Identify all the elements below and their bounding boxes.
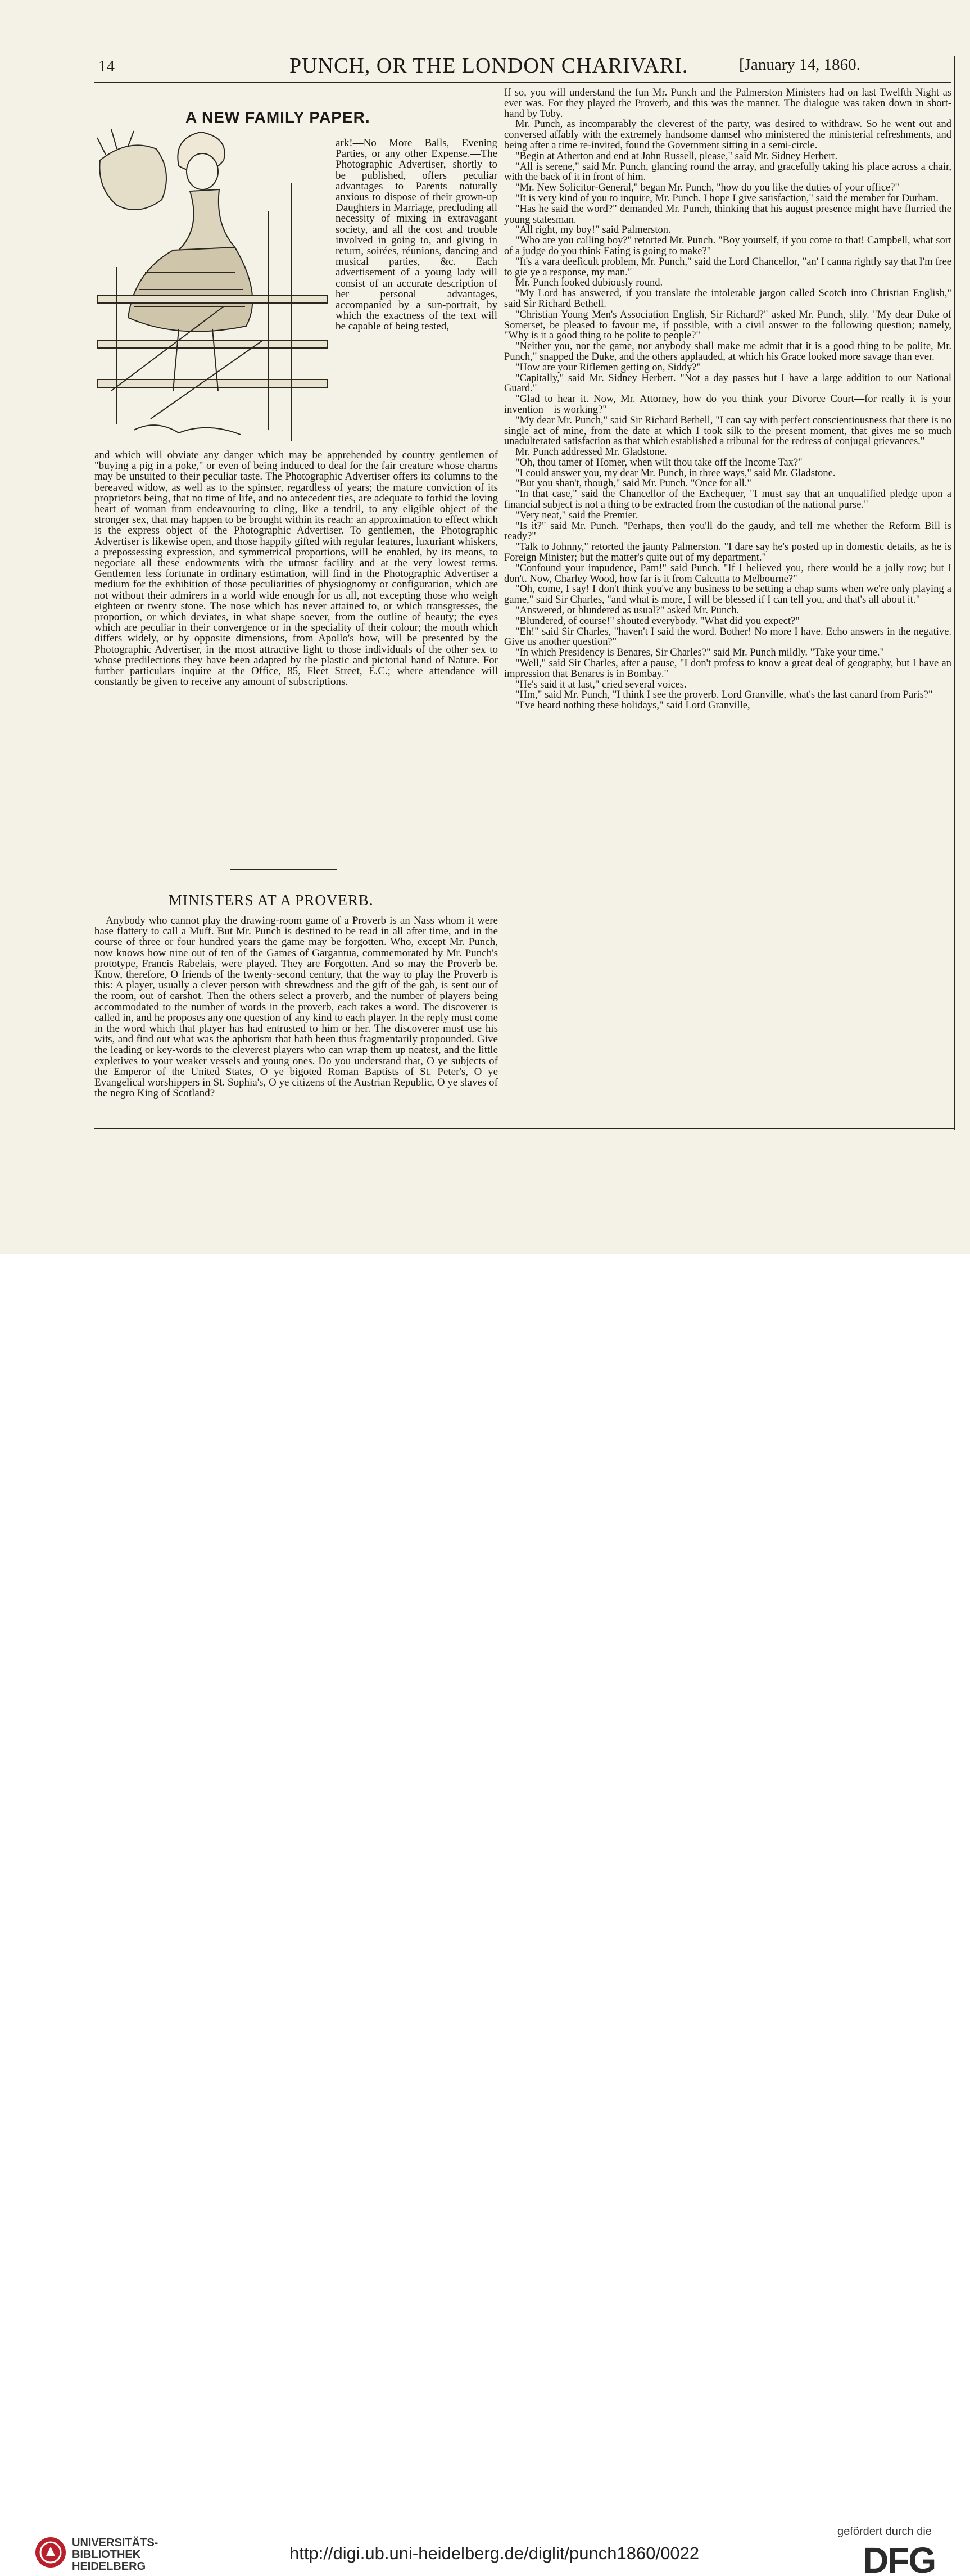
scanned-page — [0, 0, 970, 1254]
dialogue-paragraph: "Talk to Johnny," retorted the jaunty Palmerston. "I dare say he's posted up in domestic details, as he is Foreign Minister; but the matter's quite out of my department." — [504, 541, 951, 564]
library-name-line: UNIVERSITÄTS- — [72, 2537, 158, 2549]
library-name-line: HEIDELBERG — [72, 2560, 146, 2573]
dialogue-paragraph: "Hm," said Mr. Punch, "I think I see the proverb. Lord Granville, what's the last canard from Paris?" — [515, 689, 933, 701]
family-paper-body — [94, 450, 498, 687]
dialogue-paragraph: Mr. Punch looked dubiously round. — [515, 277, 663, 289]
dialogue-paragraph: "All is serene," said Mr. Punch, glancing round the array, and gracefully taking his place across a chair, with the back of it in front of him. — [504, 161, 951, 183]
dialogue-paragraph: "Oh, come, I say! I don't think you've any business to be setting a chap sums when we're only playing a game," said Sir Charles, "and what is more, I will be blessed if I can tell you, and that's all about it." — [504, 584, 951, 606]
dialogue-paragraph: "Capitally," said Mr. Sidney Herbert. "Not a day passes but I have a large addition to our National Guard." — [504, 372, 951, 395]
article-heading-ministers: MINISTERS AT A PROVERB. — [169, 892, 374, 909]
right-column — [504, 88, 951, 711]
dialogue-paragraph: "All right, my boy!" said Palmerston. — [515, 224, 671, 236]
ministers-body — [94, 915, 498, 1099]
issue-date: [January 14, 1860. — [739, 56, 860, 74]
dialogue-paragraph: "It is very kind of you to inquire, Mr. Punch. I hope I give satisfaction," said the member for Durham. — [515, 192, 939, 204]
dialogue-paragraph: "Mr. New Solicitor-General," began Mr. Punch, "how do you like the duties of your office?" — [515, 182, 900, 194]
dialogue-paragraph: If so, you will understand the fun Mr. Punch and the Palmerston Ministers had on last Twelfth Night as ever was. For they played the Proverb, and this was the manner. The dialogue was taken down in short-hand by Toby. — [504, 87, 951, 120]
page-number: 14 — [98, 57, 115, 75]
publication-title: PUNCH, OR THE LONDON CHARIVARI. — [289, 54, 688, 78]
dialogue-paragraph: "Very neat," said the Premier. — [515, 509, 638, 521]
dialogue-paragraph: Mr. Punch addressed Mr. Gladstone. — [515, 446, 667, 458]
dialogue-paragraph: "Blundered, of course!" shouted everybody. "What did you expect?" — [515, 615, 800, 627]
bottom-rule — [94, 1128, 954, 1129]
dialogue-paragraph: "Oh, thou tamer of Homer, when wilt thou take off the Income Tax?" — [515, 457, 803, 468]
dialogue-paragraph: "Neither you, nor the game, nor anybody shall make me admit that it is a good thing to be polite, Mr. Punch," snapped the Duke, and the others applauded, at which his Grace looked more savage than ever. — [504, 341, 951, 363]
dialogue-paragraph: "In that case," said the Chancellor of the Exchequer, "I must say that an unqualified pledge upon a financial subject is not a thing to be extracted from the custodian of the national purse." — [504, 489, 951, 511]
footer-bar — [0, 1254, 970, 2576]
dialogue-paragraph: "It's a vara deeficult problem, Mr. Punch," said the Lord Chancellor, "an' I canna rightly say that I'm free to gie ye a response, my man." — [504, 256, 951, 278]
article-heading-family-paper: A NEW FAMILY PAPER. — [185, 109, 370, 126]
header-rule — [94, 82, 951, 83]
university-seal-icon — [34, 2536, 67, 2569]
dialogue-paragraph: "Has he said the word?" demanded Mr. Punch, thinking that his august presence might have flurried the young statesman. — [504, 203, 951, 225]
funding-text: gefördert durch die — [837, 2525, 932, 2538]
library-name — [72, 2537, 158, 2573]
intro-paragraph: ark!—No More Balls, Evening Parties, or any other Expense.—The Photographic Advertiser, shortly to be published, offers peculiar advantages to Parents naturally anxious to dispose of their grown-up Daughters in Marriage, precluding all necessity of mixing in extravagant society, and all the cost and trouble involved in going to, and giving in return, soirées, réunions, dancing and musical parties, &c. Each advertisement of a young lady will consist of an accurate description of her personal advantages, accompanied by a sun-portrait, by which the exactness of the text will be capable of being tested, — [336, 137, 497, 333]
dialogue-paragraph: "Well," said Sir Charles, after a pause, "I don't profess to know a great deal of geography, but I have an impression that Benares is in Bombay." — [504, 658, 951, 680]
dialogue-paragraph: "Answered, or blundered as usual?" asked Mr. Punch. — [515, 605, 740, 617]
family-paper-intro — [336, 138, 497, 332]
dialogue-paragraph: "Is it?" said Mr. Punch. "Perhaps, then you'll do the gaudy, and tell me whether the Reform Bill is ready?" — [504, 520, 951, 543]
dialogue-paragraph: "My Lord has answered, if you translate the intolerable jargon called Scotch into Christian English," said Sir Richard Bethell. — [504, 288, 951, 310]
dialogue-paragraph: "I've heard nothing these holidays," said Lord Granville, — [515, 700, 750, 712]
dialogue-paragraph: "Eh!" said Sir Charles, "haven't I said the word. Bother! No more I have. Echo answers in the negative. Give us another question?" — [504, 626, 951, 648]
dialogue-paragraph: "Who are you calling boy?" retorted Mr. Punch. "Boy yourself, if you come to that! Campbell, what sort of a judge do you think Eating is going to make?" — [504, 235, 951, 257]
dialogue-paragraph: "My dear Mr. Punch," said Sir Richard Bethell, "I can say with perfect conscientiousness that there is no single act of mine, from the date at which I took silk to the present moment, that gives me so much unadulterated satisfaction as that which established a tribunal for the redress of conjugal grievances." — [504, 414, 951, 448]
library-name-line: BIBLIOTHEK — [72, 2548, 141, 2561]
dialogue-paragraph: "Glad to hear it. Now, Mr. Attorney, how do you think your Divorce Court—for really it is your invention—is working?" — [504, 394, 951, 415]
dialogue-paragraph: "In which Presidency is Benares, Sir Charles?" said Mr. Punch mildly. "Take your time." — [515, 647, 885, 659]
dialogue-paragraph: "Begin at Atherton and end at John Russell, please," said Mr. Sidney Herbert. — [515, 150, 838, 162]
source-url-link[interactable]: http://digi.ub.uni-heidelberg.de/diglit/punch1860/0022 — [289, 2543, 700, 2563]
body-paragraph: and which will obviate any danger which may be apprehended by country gentlemen of "buying a pig in a poke," or even of being induced to deal for the fair creature whose charms may be unsuited to their peculiar taste. The Photographic Advertiser offers its columns to the bereaved widow, as well as to the spinster, regardless of years; the mature conviction of its proprietors being, that no time of life, and no antecedent ties, are adequate to forbid the loving heart of woman from endeavouring to cling, like a tendril, to any eligible object of the stronger sex, that may happen to be brought within its reach: an approximation to effect which is the express object of the Photographic Advertiser. To gentlemen, the Photographic Advertiser is likewise open, and those happily gifted with regular features, luxuriant whiskers, a prepossessing expression, and symmetrical proportions, will be enabled, by its means, to negociate all these endowments with the utmost facility and at the very lowest terms. Gentlemen less fortunate in ordinary estimation, will find in the Photographic Advertiser a medium for the exhibition of those peculiarities of physiognomy or configuration, which are not without their admirers in a world wide enough for us all, not excepting those who weigh eighteen or twenty stone. The nose which has never attained to, or which transgresses, the proportion, or which deviates, in what shape soever, from the outline of beauty; the eyes which are peculiar in their convergence or in the speciality of their colour; the mouth which differs widely, or by opposite dimensions, from Apollo's bow, will be presented by the Photographic Advertiser, in the most attractive light to those individuals of the other sex to whose predilections they have been adapted by the plastic and pictorial hand of Nature. For further particulars inquire at the Office, 85, Fleet Street, E.C.; where attendance will constantly be given to receive any amount of subscriptions. — [94, 449, 498, 688]
dialogue-paragraph: "He's said it at last," cried several voices. — [515, 679, 687, 690]
woman-on-fence-illustration — [94, 126, 330, 441]
dialogue-paragraph: "I could answer you, my dear Mr. Punch, in three ways," said Mr. Gladstone. — [515, 467, 836, 479]
dfg-logo — [863, 2541, 947, 2576]
page-border-right — [954, 56, 955, 1130]
section-rule-bottom — [230, 869, 337, 870]
dialogue-paragraph: "How are your Riflemen getting on, Siddy?" — [515, 361, 701, 373]
ministers-paragraph: Anybody who cannot play the drawing-room game of a Proverb is an Nass whom it were base flattery to call a Muff. But Mr. Punch is destined to be read in all after time, and in the course of three or four hundred years the game may be forgotten. Who, except Mr. Punch, now knows how nine out of ten of the Games of Gargantua, commemorated by Mr. Punch's prototype, Francis Rabelais, were played. They are Forgotten. And so may the Proverb be. Know, therefore, O friends of the twenty-second century, that the way to play the Proverb is this: A player, usually a clever person with shrewdness and the gift of the gab, is sent out of the room, out of earshot. Then the others select a proverb, and the number of players being accommodated to the number of words in the proverb, each takes a word. The discoverer is called in, and he proposes any one question of any kind to each player. In the reply must come in the word which that player has had entrusted to him or her. The discoverer must use his wits, and find out what was the aphorism that hath been thus fragmentarily propounded. Give the leading or key-words to the cleverest players who can wrap them up neatest, and the little expletives to your weaker vessels and young ones. Do you understand that, O ye subjects of the Emperor of the United States, O ye bigoted Roman Baptists of St. Peter's, O ye Evangelical worshippers in St. Sophia's, O ye citizens of the Austrian Republic, O ye slaves of the negro King of Scotland? — [94, 915, 498, 1100]
dialogue-paragraph: "But you shan't, though," said Mr. Punch. "Once for all." — [515, 478, 751, 490]
dialogue-paragraph: Mr. Punch, as incomparably the cleverest of the party, was desired to withdraw. So he went out and conversed affably with the extremely handsome damsel who ministered the ministerial refreshments, and being after a time re-invited, found the Government sitting in a semi-circle. — [504, 119, 951, 151]
dfg-logo-text: DFG — [863, 2541, 936, 2576]
dialogue-paragraph: "Confound your impudence, Pam!" said Punch. "If I believed you, there would be a jolly row; but I don't. Now, Charley Wood, how far is it from Calcutta to Melbourne?" — [504, 562, 951, 585]
dialogue-paragraph: "Christian Young Men's Association English, Sir Richard?" asked Mr. Punch, slily. "My dear Duke of Somerset, be pleased to favour me, if possible, with a civil answer to the following question; namely, "Why is it a good thing to be polite to people?" — [504, 309, 951, 342]
